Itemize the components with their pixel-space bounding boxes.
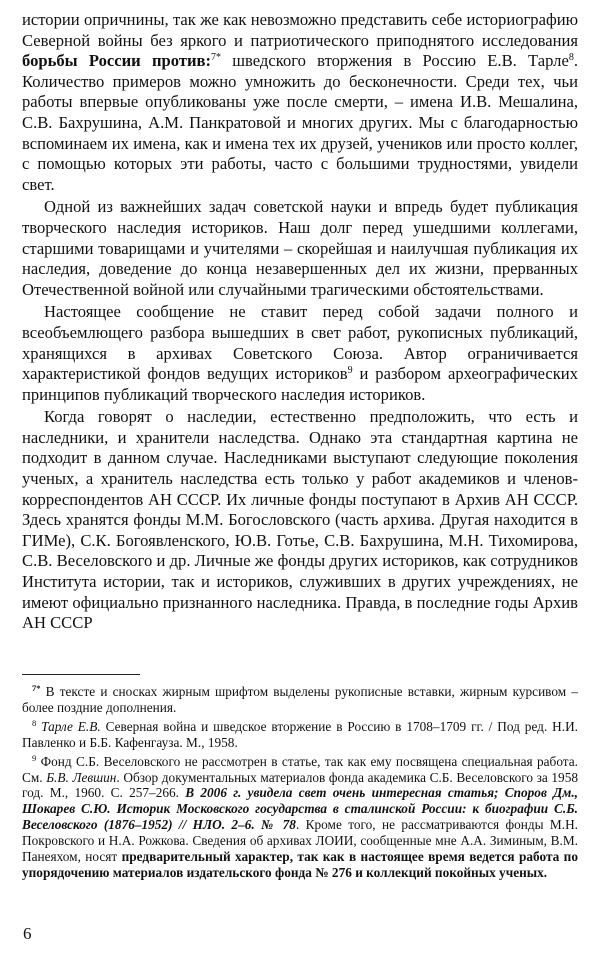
handwritten-insert-bold: борьбы России против:	[22, 51, 212, 71]
paragraph-1-text-1: истории опричнины, так же как невозможно представить себе историографию Северной войны без яркого и патриотического приподнятого исследования	[22, 10, 578, 50]
footnote-8	[22, 719, 578, 751]
footnote-9-mark: 9	[32, 752, 37, 763]
footnote-9-text-2: . Обзор документальных материалов фонда академика С.Б. Веселовского за 1958 год. М., 1960. С. 257–266.	[22, 769, 578, 801]
main-text	[22, 10, 578, 634]
paragraph-1	[22, 10, 578, 195]
footnote-9	[22, 754, 578, 881]
page-number: 6	[23, 924, 32, 943]
footnote-ref-8[interactable]: 8	[568, 52, 574, 64]
paragraph-1-text-2: шведского вторжения в Россию Е.В. Тарле	[221, 51, 569, 71]
footnote-7-text: В тексте и сносках жирным шрифтом выделены рукописные вставки, жирным курсивом – более поздние дополнения.	[22, 684, 578, 715]
footnote-8-author: Тарле Е.В.	[41, 718, 101, 734]
footnote-7	[22, 684, 578, 716]
paragraph-3	[22, 302, 578, 405]
footnote-9-author: Б.В. Левшин	[46, 769, 117, 785]
footnote-9-later-addition: В 2006 г. увидела свет очень интересная статья; Споров Дм., Шокарев С.Ю. Историк Московского государства в сталинской России: к биографии С.Б. Веселовского (1876–1952) // НЛО. 2–6. № 78	[22, 785, 579, 833]
page	[22, 10, 578, 634]
footnote-8-text: Северная война и шведское вторжение в Россию в 1708–1709 гг. / Под ред. Н.И. Павленко и Б.Б. Кафенгауза. М., 1958.	[22, 718, 579, 750]
footnote-separator	[22, 674, 140, 675]
footnote-9-text-3: . Кроме того, не рассматриваются фонды М.Н. Покровского и Н.А. Рожкова. Сведения об архивах ЛОИИ, сообщенные мне А.А. Зиминым, В.М. Панеяхом, носят	[22, 817, 579, 865]
footnote-ref-9[interactable]: 9	[347, 365, 353, 377]
footnote-7-mark: 7*	[32, 683, 41, 693]
footnote-9-handwritten-insert: предварительный характер, так как в настоящее время ведется работа по упорядочению материалов издательского фонда № 276 и коллекций покойных ученых.	[22, 849, 578, 880]
paragraph-3-text-2: и разбором археографических принципов публикаций творческого наследия историков.	[22, 364, 578, 404]
paragraph-1-text-3: . Количество примеров можно умножить до бесконечности. Среди тех, чьи работы впервые опубликованы уже после смерти, – имена И.В. Мешалина, С.В. Бахрушина, А.М. Панкратовой и многих других. Мы с благодарностью вспоминаем их имена, как и имена тех их друзей, учеников или просто коллег, с помощью которых эти работы, часто с большими трудностями, увидели свет.	[22, 51, 578, 194]
paragraph-3-text-1: Настоящее сообщение не ставит перед собой задачи полного и всеобъемлющего разбора вышедших в свет работ, рукописных публикаций, хранящихся в архивах Советского Союза. Автор ограничивается характеристикой фондов ведущих историков	[22, 302, 578, 384]
footnotes	[22, 684, 578, 881]
paragraph-4: Когда говорят о наследии, естественно предположить, что есть и наследники, и хранители наследства. Однако эта стандартная картина не подходит в данном случае. Наследниками выступают следующие поколения ученых, а хранитель наследства есть только у работ академиков и членов-корреспондентов АН СССР. Их личные фонды поступают в Архив АН СССР. Здесь хранятся фонды М.М. Богословского (часть архива. Другая находится в ГИМе), С.К. Богоявленского, Ю.В. Готье, С.В. Бахрушина, М.Н. Тихомирова, С.В. Веселовского и др. Личные же фонды других историков, как сотрудников Института истории, так и историков, служивших в других учреждениях, не имеют официально признанного наследника. Правда, в последние годы Архив АН СССР	[22, 407, 578, 633]
paragraph-2: Одной из важнейших задач советской науки и впредь будет публикация творческого наследия историков. Наш долг перед ушедшими коллегами, старшими товарищами и учителями – скорейшая и наилучшая публикация их наследия, доведение до конца незавершенных дел их жизни, прерванных Отечественной войной или случайными трагическими обстоятельствами.	[22, 197, 578, 299]
footnote-9-text-1: Фонд С.Б. Веселовского не рассмотрен в статье, так как ему посвящена специальная работа. См.	[22, 753, 578, 785]
footnote-ref-7[interactable]: 7*	[211, 52, 222, 64]
footnote-8-mark: 8	[32, 717, 37, 728]
